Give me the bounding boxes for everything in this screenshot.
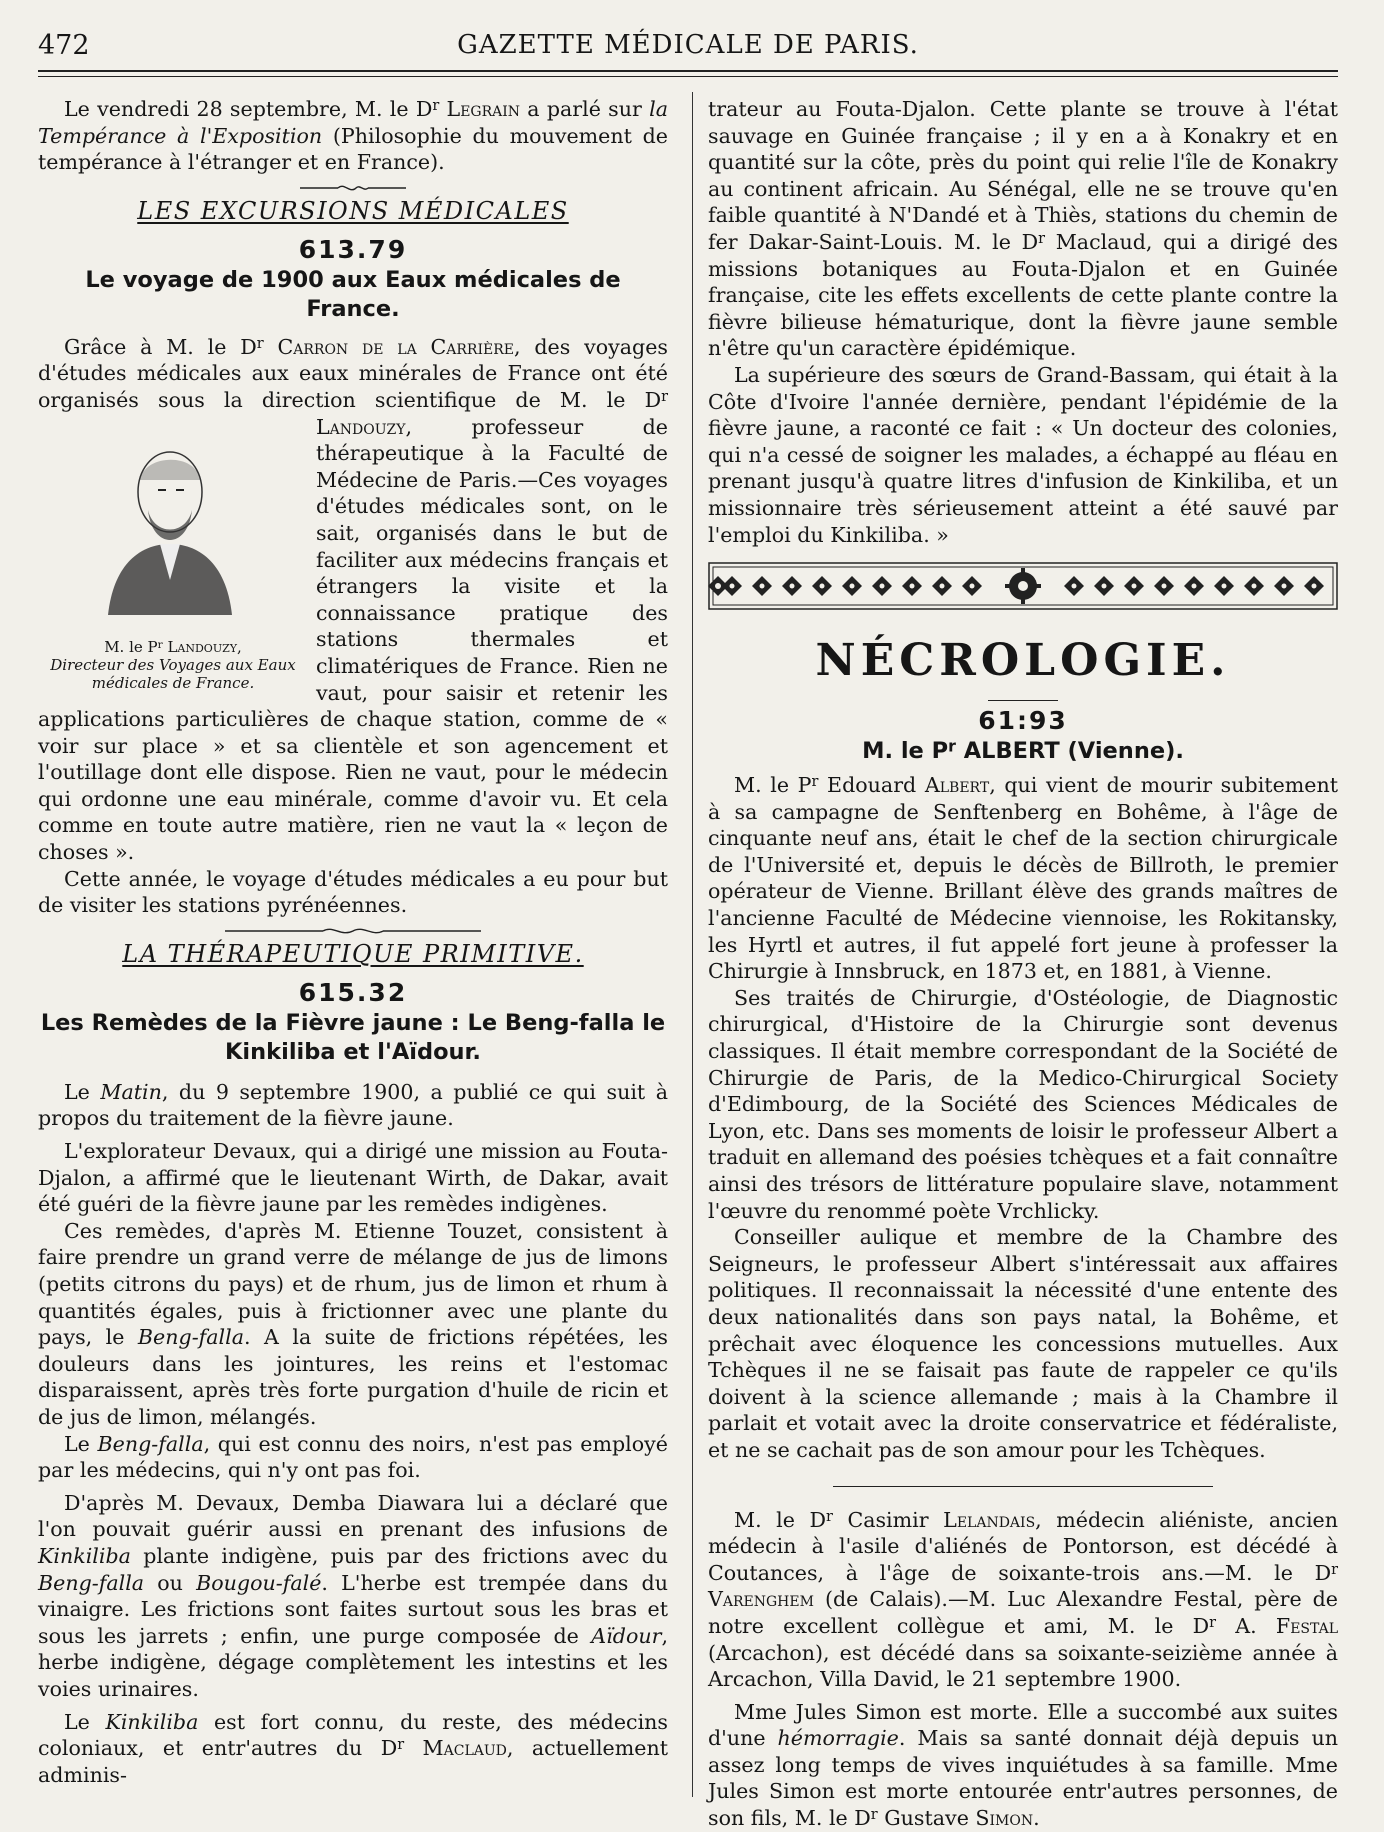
intro-paragraph: Le vendredi 28 septembre, M. le $D^r$ Legrain a parlé sur la Tempérance à l'Exposition (Philosophie du mouvement de tempérance à l'étranger et en France). [38, 97, 669, 175]
paragraph-kinkiliba: D'après M. Devaux, Demba Diawara lui a déclaré que l'on pouvait guérir aussi en prenant des infusions de Kinkiliba plante indigène, puis par des frictions avec du Beng-falla ou Bougou-falé. L'herbe est trempée dans du vinaigre. Les frictions sont faites surtout sous les bras et sous les jarrets ; enfin, une purge composée de Aïdour, herbe indigène, dégage complètement les intestins et les voies urinaires. [38, 1490, 668, 1701]
paragraph-remedes: Ces remèdes, d'après M. Etienne Touzet, consistent à faire prendre un grand verre de mélange de jus de limons (petits citrons du pays) et de rhum, jus de limon et rhum à quantités égales, puis à frictionner avec une plante du pays, le Beng-falla. A la suite de frictions répétées, les douleurs dans les jointures, les reins et l'estomac disparaissent, après très forte purgation d'huile de ricin et de jus de limon, mélangés. [38, 1218, 668, 1429]
necrologie-title: NÉCROLOGIE. [815, 635, 1231, 687]
article-title-fievre-jaune: Les Remèdes de la Fièvre jaune : Le Beng-falla le Kinkiliba et l'Aïdour. [40, 1009, 666, 1065]
class-number-excursions: 613.79 [298, 234, 408, 264]
page-number: 472 [38, 30, 90, 61]
paragraph-maclaud: Le Kinkiliba est fort connu, du reste, des médecins coloniaux, et entr'autres du $D^r$ Maclaud, actuellement adminis- [38, 1709, 668, 1787]
paragraph-continuation: trateur au Fouta-Djalon. Cette plante se trouve à l'état sauvage en Guinée française ; il y en a à Konakry et en quantité sur la côte, près du point qui relie l'île de Konakry au continent africain. Au Sénégal, elle ne se trouve qu'en faible quantité à N'Dandé et à Thiès, stations du chemin de fer Dakar-Saint-Louis. M. le $D^r$ Maclaud, qui a dirigé des missions botaniques au Fouta-Djalon et en Guinée française, cite les effets excellents de cette plante contre la fièvre bilieuse hématurique, dont la fièvre jaune semble n'être qu'un caractère épidémique. [708, 97, 1338, 361]
paragraph-voyage-pyrenees: Cette année, le voyage d'études médicales a eu pour but de visiter les stations pyrénéennes. [38, 866, 668, 918]
flourish-divider-icon [223, 925, 483, 937]
right-column [708, 96, 1338, 1832]
paragraph-beng-falla: Le Beng-falla, qui est connu des noirs, n'est pas employé par les médecins, qui n'y ont pas foi. [38, 1431, 668, 1483]
article-title-voyage: Le voyage de 1900 aux Eaux médicales de France. [85, 266, 621, 322]
section-title-excursions: LES EXCURSIONS MÉDICALES [137, 196, 569, 225]
necrologie-rule [988, 700, 1058, 701]
section-title-therapeutique: LA THÉRAPEUTIQUE PRIMITIVE. [122, 939, 584, 968]
paragraph-albert-traites: Ses traités de Chirurgie, d'Ostéologie, de Diagnostic chirurgical, d'Histoire de la Chirurgie sont devenus classiques. Il était membre correspondant de la Société de Chirurgie de Paris, de la Medico-Chirurgical Society d'Edimbourg, de la Société des Sciences Médicales de Lyon, etc. Dans ses moments de loisir le professeur Albert a traduit en allemand des poésies tchèques et a fait connaître ainsi des trésors de littérature populaire slave, notamment l'œuvre du renommé poète Vrchlicky. [708, 985, 1338, 1223]
ornament-band-icon [708, 562, 1338, 610]
paragraph-voyage-text: Grâce à M. le $D^r$ Carron de la Carrière, des voyages d'études médicales aux eaux minérales de France ont été organisés sous la direction scientifique de M. le $D^r$ M. le $P^r$ Landouzy, Directeur des Voyages aux Eaux médicales de France. Landouzy, professeur de thérapeutique à la Faculté de Médecine de Paris.—Ces voyages d'études médicales sont, on le sait, organisés dans le but de faciliter aux médecins français et étrangers la visite et la connaissance pratique des stations thermales et climatériques de France. Rien ne vaut, pour saisir et retenir les applications particulières de chaque station, comme de « voir sur place » et sa clientèle et son agencement et l'outillage dont elle dispose. Rien ne vaut, pour le médecin qui ordonne une eau minérale, comme d'avoir vu. Et cela comme en toute autre matière, rien ne vaut la « leçon de choses ». [38, 334, 668, 865]
obituary-separator-rule [833, 1486, 1213, 1487]
paragraph-grand-bassam: La supérieure des sœurs de Grand-Bassam, qui était à la Côte d'Ivoire l'année dernière, pendant l'épidémie de la fièvre jaune, a raconté ce fait : « Un docteur des colonies, qui n'a cessé de soigner les malades, a échappé au fléau en prenant jusqu'à quatre litres d'infusion de Kinkiliba, et un missionnaire très sérieusement atteint a été sauvé par l'emploi du Kinkiliba. » [708, 362, 1338, 547]
article-title-albert: M. le $P^r$ ALBERT (Vienne). [862, 736, 1184, 765]
paragraph-albert-politique: Conseiller aulique et membre de la Chambre des Seigneurs, le professeur Albert s'intéressait aux affaires politiques. Il reconnaissait la nécessité d'une entente des deux nationalités dans son pays natal, la Bohême, et prêchait avec éloquence les concessions mutuelles. Aux Tchèques il ne se faisait pas faute de rappeler ce qu'ils doivent à la science allemande ; mais à la Chambre il parlait et votait avec la droite conservatrice et fédéraliste, et ne se cachait pas de son amour pour les Tchèques. [708, 1225, 1338, 1462]
left-column [38, 96, 668, 1788]
class-number-necrologie: 61:93 [978, 706, 1068, 736]
journal-title: GAZETTE MÉDICALE DE PARIS. [457, 30, 919, 60]
paragraph-matin: Le Matin, du 9 septembre 1900, a publié ce qui suit à propos du traitement de la fièvre jaune. [38, 1079, 668, 1131]
column-divider [692, 92, 693, 1797]
portrait-figure: M. le $P^r$ Landouzy, Directeur des Voyages aux Eaux médicales de France. [38, 414, 308, 692]
running-head [38, 30, 1338, 70]
paragraph-albert-bio: M. le $P^r$ Edouard Albert, qui vient de mourir subitement à sa campagne de Senftenberg en Bohême, à l'âge de cinquante neuf ans, était le chef de la section chirurgicale de l'Université et, depuis le décès de Billroth, le premier opérateur de Vienne. Brillant élève des grands maîtres de l'ancienne Faculté de Médecine viennoise, les Rokitansky, les Hyrtl et autres, il fut appelé fort jeune à professer la Chirurgie à Innsbruck, en 1873 et, en 1881, à Vienne. [708, 773, 1339, 984]
header-rule-top [38, 70, 1338, 72]
paragraph-obituaries: M. le $D^r$ Casimir Lelandais, médecin aliéniste, ancien médecin à l'asile d'aliénés de Pontorson, est décédé à Coutances, à l'âge de soixante-trois ans.—M. le $D^r$ Varenghem (de Calais).—M. Luc Alexandre Festal, père de notre excellent collègue et ami, M. le $D^r$ A. Festal (Arcachon), est décédé dans sa soixante-seizième année à Arcachon, Villa David, le 21 septembre 1900. [708, 1507, 1338, 1692]
header-rule-bottom [38, 76, 1338, 77]
flourish-divider-icon [298, 182, 408, 194]
paragraph-devaux: L'explorateur Devaux, qui a dirigé une mission au Fouta-Djalon, a affirmé que le lieutenant Wirth, de Dakar, avait été guéri de la fièvre jaune par les remèdes indigènes. [38, 1139, 668, 1217]
paragraph-jules-simon: Mme Jules Simon est morte. Elle a succombé aux suites d'une hémorragie. Mais sa santé donnait déjà depuis un assez long temps de vives inquiétudes à sa famille. Mme Jules Simon est morte entourée entr'autres personnes, de son fils, M. le $D^r$ Gustave Simon. [708, 1699, 1338, 1831]
class-number-therapeutique: 615.32 [298, 977, 408, 1007]
portrait-icon [88, 440, 258, 620]
